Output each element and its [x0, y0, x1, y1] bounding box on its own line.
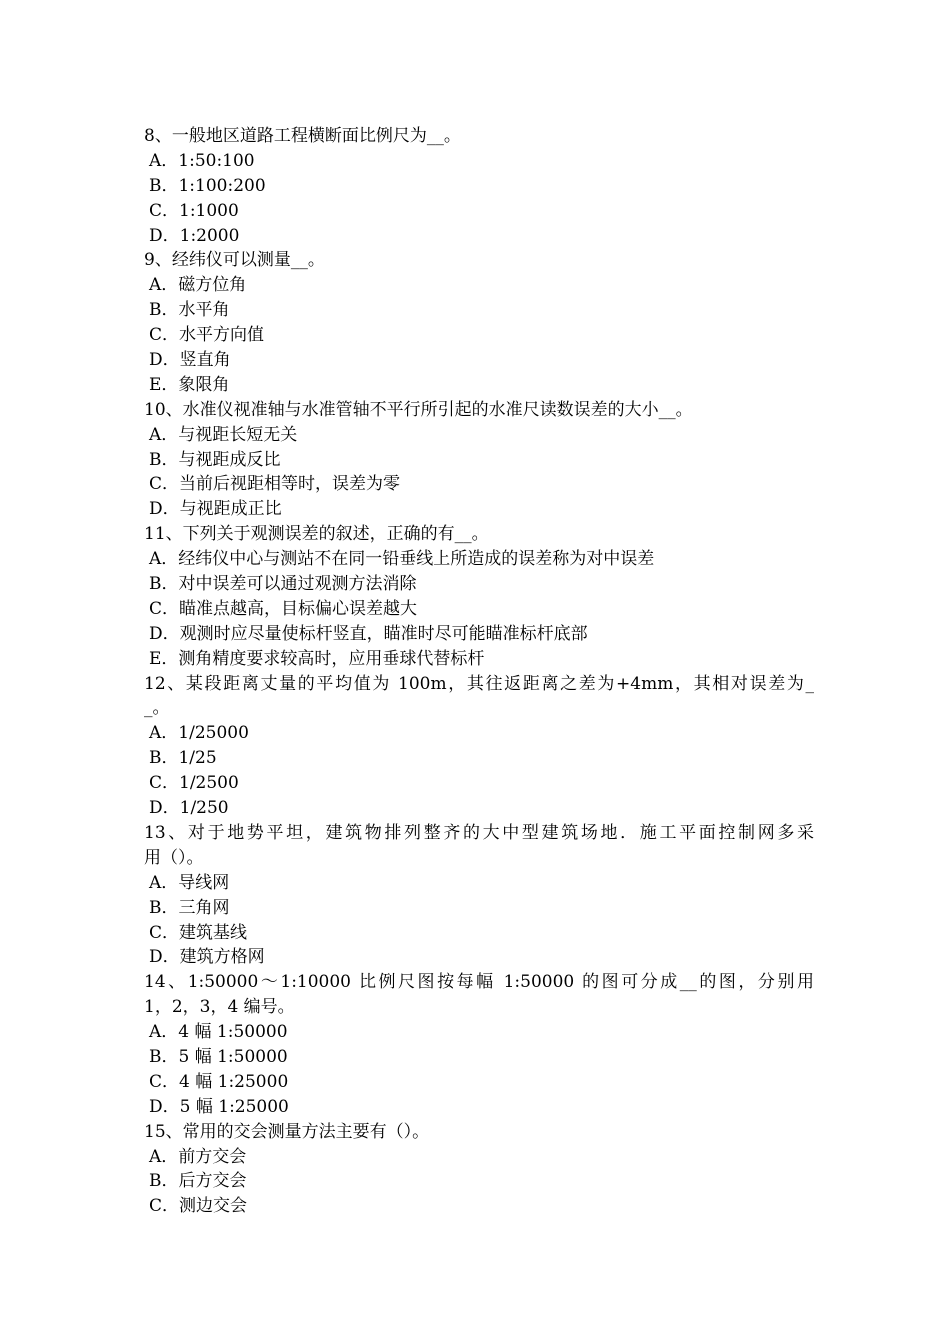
option-a: A．前方交会: [149, 1146, 247, 1167]
option-e: E．测角精度要求较高时，应用垂球代替标杆: [149, 648, 485, 669]
document-page: [144, 124, 814, 1219]
question-13: [144, 821, 814, 970]
option-a: A．导线网: [149, 872, 230, 893]
option-d: D．1/250: [149, 798, 229, 819]
option-a: A．磁方位角: [149, 275, 247, 296]
question-text: 11、下列关于观测误差的叙述，正确的有__。: [144, 524, 489, 545]
question-text-continued: 1，2，3，4 编号。: [144, 997, 295, 1018]
option-c: C．水平方向值: [149, 325, 265, 346]
question-text: 14、1:50000～1:10000 比例尺图按每幅 1:50000 的图可分成__的图，分别用: [144, 972, 814, 993]
option-b: B．1/25: [149, 748, 217, 769]
option-d: D．1:2000: [149, 225, 240, 246]
option-c: C．建筑基线: [149, 922, 248, 943]
option-c: C．1/2500: [149, 773, 239, 794]
option-e: E．象限角: [149, 374, 230, 395]
option-a: A．与视距长短无关: [149, 424, 298, 445]
option-d: D．5 幅 1:25000: [149, 1096, 289, 1117]
option-c: C．瞄准点越高，目标偏心误差越大: [149, 598, 418, 619]
question-11: [144, 522, 814, 671]
question-15: [144, 1120, 814, 1220]
question-text-continued: 用（）。: [144, 847, 204, 868]
option-d: D．建筑方格网: [149, 947, 265, 968]
question-14: [144, 970, 814, 1119]
question-text: 15、常用的交会测量方法主要有（）。: [144, 1121, 430, 1142]
option-b: B．后方交会: [149, 1171, 247, 1192]
option-d: D．与视距成正比: [149, 499, 282, 520]
option-b: B．对中误差可以通过观测方法消除: [149, 574, 417, 595]
option-a: A．1:50:100: [149, 150, 255, 171]
option-d: D．观测时应尽量使标杆竖直，瞄准时尽可能瞄准标杆底部: [149, 623, 588, 644]
option-b: B．三角网: [149, 897, 230, 918]
option-b: B．5 幅 1:50000: [149, 1046, 288, 1067]
question-10: [144, 398, 814, 522]
question-text: 12、某段距离丈量的平均值为 100m，其往返距离之差为+4mm，其相对误差为_: [144, 673, 814, 694]
question-9: [144, 248, 814, 397]
option-a: A．4 幅 1:50000: [149, 1022, 288, 1043]
question-text: 10、水准仪视准轴与水准管轴不平行所引起的水准尺读数误差的大小__。: [144, 399, 693, 420]
question-text: 9、经纬仪可以测量__。: [144, 250, 325, 271]
option-c: C．当前后视距相等时，误差为零: [149, 474, 401, 495]
option-c: C．1:1000: [149, 200, 239, 221]
question-12: [144, 672, 814, 821]
question-8: [144, 124, 814, 248]
option-b: B．水平角: [149, 300, 230, 321]
question-text-continued: _。: [144, 698, 170, 719]
option-a: A．1/25000: [149, 723, 249, 744]
option-b: B．与视距成反比: [149, 449, 281, 470]
option-c: C．4 幅 1:25000: [149, 1071, 289, 1092]
option-d: D．竖直角: [149, 350, 231, 371]
question-text: 8、一般地区道路工程横断面比例尺为__。: [144, 126, 461, 146]
option-b: B．1:100:200: [149, 175, 266, 196]
question-text: 13、对于地势平坦，建筑物排列整齐的大中型建筑场地．施工平面控制网多采: [144, 822, 814, 843]
option-c: C．测边交会: [149, 1196, 248, 1217]
option-a: A．经纬仪中心与测站不在同一铅垂线上所造成的误差称为对中误差: [149, 549, 655, 570]
